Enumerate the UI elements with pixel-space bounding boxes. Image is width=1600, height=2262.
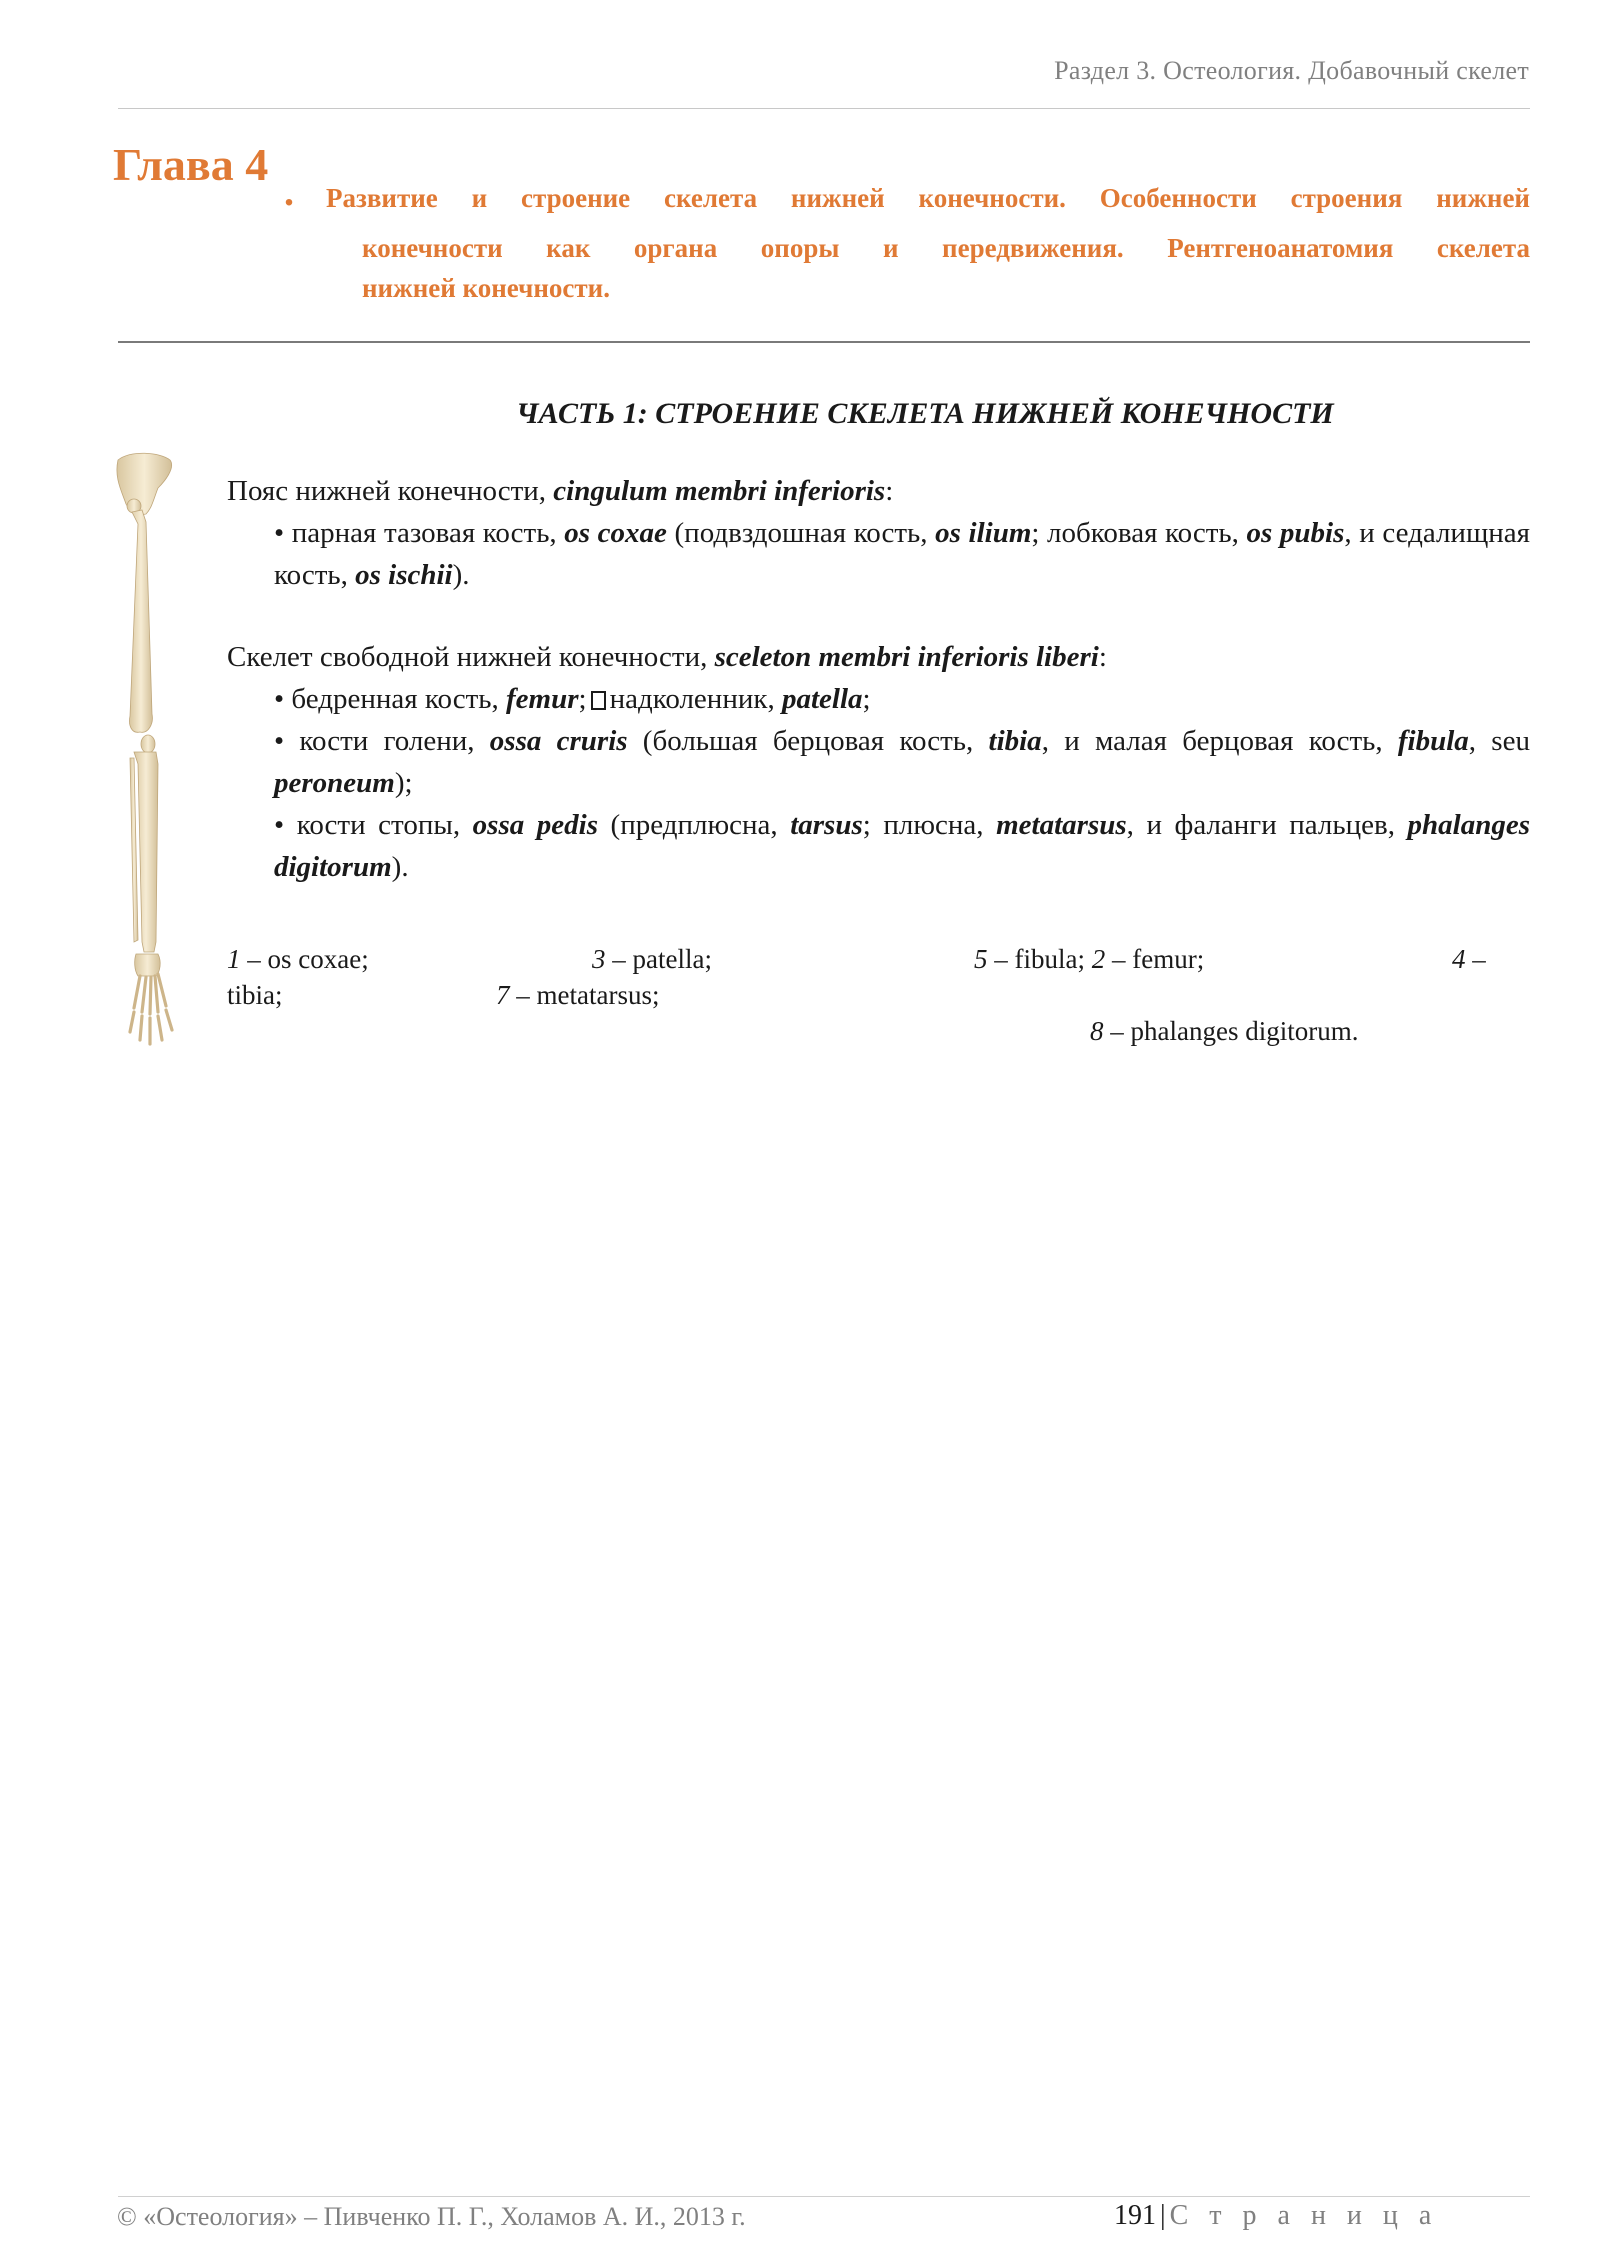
running-header: Раздел 3. Остеология. Добавочный скелет: [1054, 56, 1529, 85]
bullet-text: (предплюсна,: [598, 809, 791, 841]
bullet-text: бедренная кость,: [291, 683, 507, 715]
bullet-glyph: •: [274, 725, 285, 757]
latin-term: metatarsus: [996, 809, 1127, 841]
legend-item-7: [496, 980, 659, 1011]
latin-term: os ilium: [935, 517, 1032, 549]
chapter-title-line-3: нижней конечности.: [362, 273, 610, 303]
bullet-text: парная тазовая кость,: [291, 517, 565, 549]
tarsus: [135, 954, 160, 976]
legend-text: – os coxae;: [240, 944, 369, 974]
legend-text: – metatarsus;: [509, 980, 660, 1010]
os-coxae: [117, 453, 172, 514]
free-limb-latin: sceleton membri inferioris liberi: [714, 641, 1099, 673]
latin-term: femur: [506, 683, 579, 715]
legend-item-3: [592, 944, 712, 975]
paragraph-gap: [227, 596, 1530, 636]
latin-term: ossa pedis: [472, 809, 598, 841]
legend-number: 5: [974, 944, 988, 974]
free-limb-intro: Скелет свободной нижней конечности,: [227, 641, 715, 673]
lower-limb-skeleton-illustration: [112, 452, 194, 1047]
metatarsus: [134, 974, 166, 1014]
legend-number: 1: [227, 944, 241, 974]
girdle-heading: [227, 470, 1530, 512]
body-text: [227, 470, 1530, 888]
bullet-glyph: •: [274, 809, 285, 841]
chapter-title-line-1: Развитие и строение скелета нижней конечности. Особенности строения нижней: [326, 183, 1530, 213]
bullet-text: , и малая берцовая кость,: [1041, 725, 1398, 757]
bullet-text: , и фаланги пальцев,: [1126, 809, 1408, 841]
legend-number: 2: [1091, 944, 1106, 974]
legend-text: –: [1465, 944, 1486, 974]
bullet-text: надколенник,: [609, 683, 782, 715]
bullet-text: ).: [452, 559, 470, 591]
legend-number: 7: [496, 980, 510, 1010]
latin-term: os pubis: [1246, 517, 1345, 549]
bullet-text: ; плюсна,: [862, 809, 997, 841]
chapter-title: [326, 173, 1530, 303]
girdle-colon: :: [885, 475, 894, 507]
part-heading: ЧАСТЬ 1: СТРОЕНИЕ СКЕЛЕТА НИЖНЕЙ КОНЕЧНОСТИ: [516, 397, 1334, 430]
bullet-text: кости голени,: [299, 725, 490, 757]
latin-term: fibula: [1397, 725, 1469, 757]
latin-term: os coxae: [564, 517, 667, 549]
chapter-rule: [118, 341, 1530, 343]
legend-item-1: [227, 944, 369, 975]
chapter-label: Глава 4: [113, 139, 269, 190]
missing-glyph-box-icon: [591, 691, 606, 710]
bullet-text: (большая берцовая кость,: [627, 725, 989, 757]
bullet-femur: [227, 678, 1530, 720]
latin-term: tarsus: [790, 809, 863, 841]
bullet-text: ).: [391, 851, 409, 883]
patella: [141, 735, 155, 753]
page-separator: |: [1160, 2200, 1166, 2231]
bullet-ossa-cruris: [227, 720, 1530, 804]
bullet-glyph: •: [274, 517, 285, 549]
legend-text: – fibula;: [987, 944, 1092, 974]
footer-rule: [118, 2196, 1530, 2197]
legend-text: – patella;: [605, 944, 712, 974]
free-limb-colon: :: [1098, 641, 1107, 673]
legend-number: 8: [1090, 1016, 1104, 1046]
bullet-text: , и седалищная кость,: [274, 517, 1531, 591]
legend-item-5-2: [974, 944, 1204, 975]
page-number: 191: [1114, 2200, 1156, 2231]
chapter-dot: .: [284, 169, 294, 214]
femur: [129, 510, 152, 732]
bullet-os-coxae: [227, 512, 1530, 596]
legend-text: tibia;: [227, 980, 283, 1010]
bullet-ossa-pedis: [227, 804, 1530, 888]
girdle-intro: Пояс нижней конечности,: [227, 475, 554, 507]
fibula: [130, 758, 138, 942]
footer-copyright: © «Остеология» – Пивченко П. Г., Холамов А. И., 2013 г.: [117, 2202, 746, 2231]
page-word: С т р а н и ц а: [1169, 2200, 1439, 2231]
bullet-text: , seu: [1468, 725, 1530, 757]
legend-text: – femur;: [1105, 944, 1205, 974]
latin-term: os ischii: [355, 559, 453, 591]
bullet-text: ;: [862, 683, 871, 715]
latin-term: phalanges digitorum: [274, 809, 1530, 883]
free-limb-heading: [227, 636, 1530, 678]
legend-item-4: [1452, 944, 1486, 975]
bullet-text: кости стопы,: [296, 809, 473, 841]
bullet-text: ; лобковая кость,: [1031, 517, 1247, 549]
latin-term: patella: [781, 683, 863, 715]
legend-item-8: [1090, 1016, 1358, 1047]
legend-number: 4: [1452, 944, 1466, 974]
bullet-text: );: [394, 767, 413, 799]
bullet-text: (подвздошная кость,: [666, 517, 936, 549]
bullet-text: ;: [578, 683, 587, 715]
header-rule: [118, 108, 1530, 109]
latin-term: peroneum: [274, 767, 395, 799]
latin-term: tibia: [988, 725, 1042, 757]
legend-item-4-cont: [227, 980, 283, 1011]
chapter-title-line-2: конечности как органа опоры и передвижения. Рентгеноанатомия скелета: [362, 233, 1530, 263]
latin-term: ossa cruris: [489, 725, 628, 757]
bullet-glyph: •: [274, 683, 285, 715]
legend-number: 3: [592, 944, 606, 974]
legend-text: – phalanges digitorum.: [1103, 1016, 1359, 1046]
girdle-latin: cingulum membri inferioris: [553, 475, 886, 507]
footer-page-info: [1114, 2200, 1438, 2232]
